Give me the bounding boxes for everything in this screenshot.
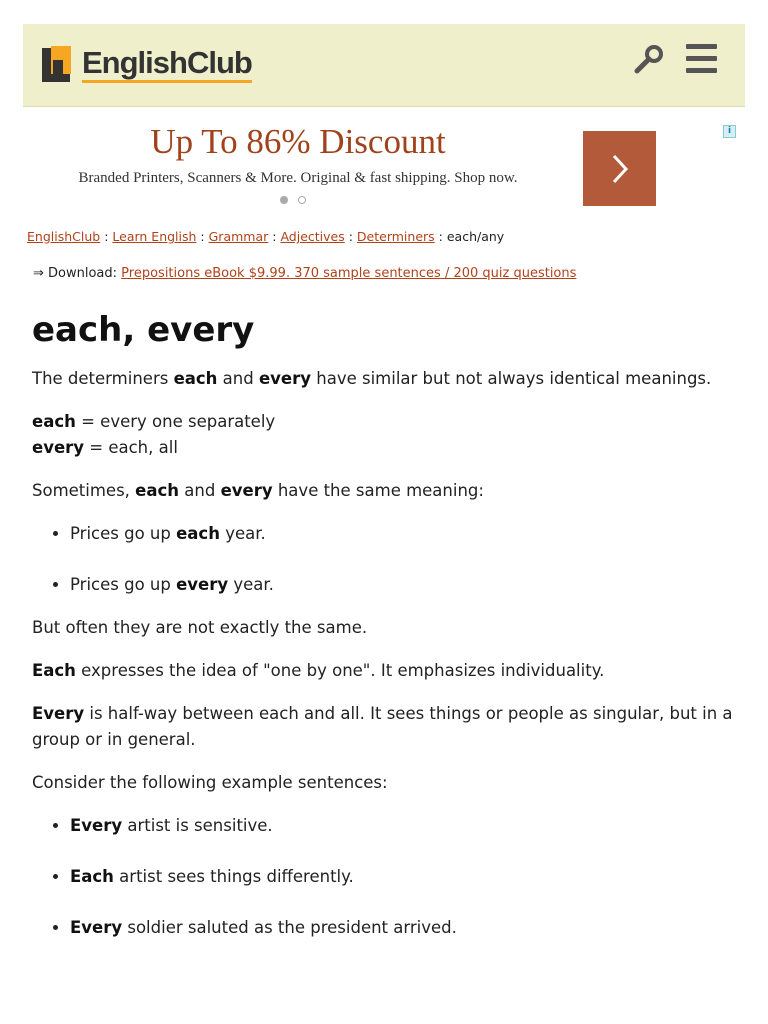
breadcrumb-separator: :	[438, 229, 443, 244]
each-explanation: Each expresses the idea of "one by one". It emphasizes individuality.	[32, 661, 605, 680]
breadcrumb-separator: :	[104, 229, 109, 244]
search-button[interactable]	[629, 40, 669, 80]
search-icon	[629, 40, 669, 80]
not-same-paragraph: But often they are not exactly the same.	[32, 618, 368, 637]
download-prefix: ⇒ Download:	[33, 266, 118, 281]
example-list	[32, 521, 742, 598]
breadcrumb-separator: :	[272, 229, 277, 244]
breadcrumb	[27, 229, 504, 244]
list-item: • Prices go up each year.	[70, 521, 742, 547]
breadcrumb-separator: :	[200, 229, 205, 244]
breadcrumb-link[interactable]: Grammar	[208, 229, 269, 244]
breadcrumb-current: each/any	[446, 229, 505, 244]
ad-next-button[interactable]	[583, 131, 656, 206]
chevron-right-icon	[608, 152, 632, 186]
page-title: each, every	[32, 310, 255, 350]
article-content	[32, 308, 742, 958]
carousel-dot[interactable]	[298, 196, 306, 204]
definitions: each = every one separately every = each, all	[32, 412, 276, 457]
download-link[interactable]: Prepositions eBook $9.99. 370 sample sentences / 200 quiz questions	[121, 266, 577, 281]
list-item: • Each artist sees things differently.	[70, 864, 742, 890]
menu-icon-bar	[686, 56, 717, 61]
download-promo	[33, 266, 576, 281]
breadcrumb-link[interactable]: Learn English	[112, 229, 197, 244]
breadcrumb-link[interactable]: EnglishClub	[27, 229, 101, 244]
list-item: • Prices go up every year.	[70, 572, 742, 598]
intro-paragraph: The determiners each and every have similar but not always identical meanings.	[32, 369, 712, 388]
ad-info-button[interactable]	[723, 125, 736, 138]
breadcrumb-link[interactable]: Determiners	[356, 229, 435, 244]
carousel-dot-active[interactable]	[280, 196, 288, 204]
example-list	[32, 813, 742, 941]
menu-icon	[686, 44, 717, 49]
site-logo[interactable]	[40, 44, 252, 84]
same-meaning-paragraph: Sometimes, each and every have the same meaning:	[32, 481, 484, 500]
ad-banner[interactable]	[23, 116, 745, 216]
list-item: • Every soldier saluted as the president arrived.	[70, 915, 742, 941]
menu-button[interactable]	[683, 42, 719, 78]
logo-mark-icon	[40, 46, 76, 82]
ad-carousel-dots	[280, 196, 306, 204]
ad-headline[interactable]: Up To 86% Discount	[150, 122, 446, 161]
every-explanation: Every is half-way between each and all. It sees things or people as singular, but in a group or in general.	[32, 704, 733, 749]
menu-icon-bar	[686, 68, 717, 73]
list-item: • Every artist is sensitive.	[70, 813, 742, 839]
logo-text: EnglishClub	[82, 46, 252, 83]
breadcrumb-separator: :	[348, 229, 353, 244]
ad-description[interactable]: Branded Printers, Scanners & More. Original & fast shipping. Shop now.	[78, 170, 518, 186]
breadcrumb-link[interactable]: Adjectives	[280, 229, 345, 244]
info-icon: i	[727, 126, 732, 136]
site-header	[23, 24, 745, 107]
consider-paragraph: Consider the following example sentences:	[32, 773, 388, 792]
